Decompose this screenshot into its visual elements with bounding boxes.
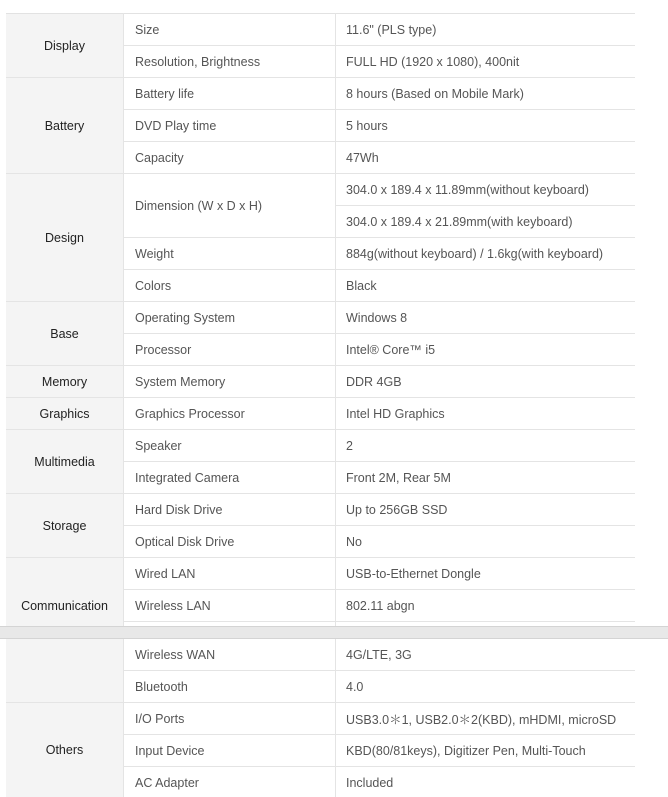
spec-label: Processor	[124, 334, 336, 366]
category-graphics: Graphics	[6, 398, 124, 430]
spec-label: Capacity	[124, 142, 336, 174]
category-battery: Battery	[6, 78, 124, 174]
spec-label: Integrated Camera	[124, 462, 336, 494]
category-display: Display	[6, 14, 124, 78]
spec-value: 884g(without keyboard) / 1.6kg(with keyboard)	[336, 238, 636, 270]
spec-value: 47Wh	[336, 142, 636, 174]
category-design: Design	[6, 174, 124, 302]
spec-label: Colors	[124, 270, 336, 302]
category-storage: Storage	[6, 494, 124, 558]
spec-label: Dimension (W x D x H)	[124, 174, 336, 238]
spec-value: 11.6" (PLS type)	[336, 14, 636, 46]
spec-label: Input Device	[124, 735, 336, 767]
spec-value: 2	[336, 430, 636, 462]
spec-row	[6, 302, 635, 334]
spec-label: Size	[124, 14, 336, 46]
spec-row	[6, 430, 635, 462]
spec-value: Intel® Core™ i5	[336, 334, 636, 366]
spec-label: I/O Ports	[124, 703, 336, 735]
spec-value: Included	[346, 775, 394, 790]
spec-value: 8 hours (Based on Mobile Mark)	[336, 78, 636, 110]
spec-row	[6, 174, 635, 206]
category-communication: Communication	[6, 558, 124, 627]
category-base: Base	[6, 302, 124, 366]
spec-value: USB3.0＊1, USB2.0＊2(KBD), mHDMI, microSD	[336, 703, 636, 735]
category-memory: Memory	[6, 366, 124, 398]
spec-value: Up to 256GB SSD	[336, 494, 636, 526]
spec-label: Graphics Processor	[124, 398, 336, 430]
spec-row	[6, 14, 635, 46]
spec-table-page-bottom	[0, 639, 668, 797]
spec-row	[6, 558, 635, 590]
spec-label: Wireless LAN	[124, 590, 336, 622]
spec-value: 4G/LTE, 3G	[336, 639, 636, 671]
spec-row	[6, 639, 635, 671]
spec-row	[6, 398, 635, 430]
spec-label: Speaker	[124, 430, 336, 462]
spec-label: System Memory	[124, 366, 336, 398]
category-others: Others	[6, 703, 124, 797]
spec-value: DDR 4GB	[336, 366, 636, 398]
spec-label: Resolution, Brightness	[124, 46, 336, 78]
spec-value: 4.0	[336, 671, 636, 703]
spec-label: Wired LAN	[124, 558, 336, 590]
spec-label: Hard Disk Drive	[124, 494, 336, 526]
spec-value: Windows 8	[336, 302, 636, 334]
spec-value: 5 hours	[336, 110, 636, 142]
category-continued	[6, 639, 124, 703]
spec-row	[6, 494, 635, 526]
spec-value: Front 2M, Rear 5M	[336, 462, 636, 494]
page-break-divider	[0, 626, 668, 639]
spec-value: 802.11 abgn	[336, 590, 636, 622]
spec-value: Intel HD Graphics	[336, 398, 636, 430]
spec-label: AC Adapter	[124, 767, 336, 797]
spec-label: Battery life	[124, 78, 336, 110]
spec-value: USB-to-Ethernet Dongle	[336, 558, 636, 590]
spec-value: KBD(80/81keys), Digitizer Pen, Multi-Touch	[336, 735, 636, 767]
spec-value: 304.0 x 189.4 x 11.89mm(without keyboard)	[336, 174, 636, 206]
spec-value: 304.0 x 189.4 x 21.89mm(with keyboard)	[336, 206, 636, 238]
spec-label: Optical Disk Drive	[124, 526, 336, 558]
category-multimedia: Multimedia	[6, 430, 124, 494]
spec-label: Wireless WAN	[124, 639, 336, 671]
spec-row	[6, 366, 635, 398]
spec-label: DVD Play time	[124, 110, 336, 142]
spec-label: Weight	[124, 238, 336, 270]
spec-row	[6, 703, 635, 735]
spec-value: FULL HD (1920 x 1080), 400nit	[336, 46, 636, 78]
spec-label: Bluetooth	[124, 671, 336, 703]
spec-value: Black	[336, 270, 636, 302]
spec-row	[6, 78, 635, 110]
spec-value: No	[336, 526, 636, 558]
spec-label: Operating System	[124, 302, 336, 334]
